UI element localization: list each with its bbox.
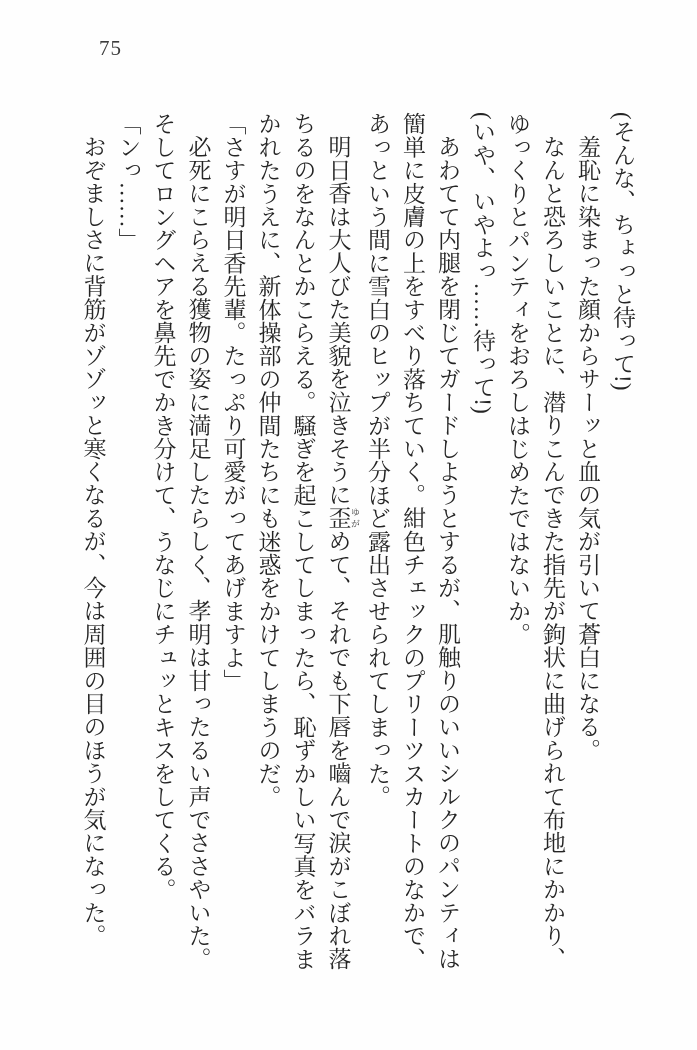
paragraph: (いや、いやよっ……待って!) — [470, 112, 495, 414]
paragraph: なんと恐ろしいことに、潜りこんできた指先が鉤状に曲げられて布地にかかり、ゆっくりとパンティをおろしはじめたではないか。 — [505, 112, 565, 971]
page-number: 75 — [99, 36, 122, 60]
paragraph: (そんな、ちょっと待って!) — [610, 112, 635, 391]
paragraph: 「さすが明日香先輩。たっぷり可愛がってあげますよ」 — [220, 112, 246, 692]
paragraph: 必死にこらえる獲物の姿に満足したらしく、孝明は甘ったるい声でささやいた。そしてロングヘアを鼻先でかき分けて、うなじにチュッとキスをしてくる。 — [150, 112, 211, 971]
paragraph: 明日香は大人びた美貌を泣きそうに歪 ゆがめて、それでも下唇を嚙んで涙がこぼれ落ちるのをなんとかこらえる。騒ぎを起こしてしまったら、恥ずかしい写真をバラまかれたうえに、新体操部の仲間たちにも迷惑をかけてしまうのだ。 — [255, 112, 360, 971]
paragraph: おぞましさに背筋がゾゾッと寒くなるが、今は周囲の目のほうが気になった。 — [80, 135, 106, 947]
paragraph: 羞恥に染まった顔からサーッと血の気が引いて蒼白になる。 — [575, 135, 600, 762]
paragraph: あわてて内腿を閉じてガードしようとするが、肌触りのいいシルクのパンティは簡単に皮膚の上をすべり落ちていく。紺色チェックのプリーツスカートのなかで、あっという間に雪白のヒップが半分ほど露出させられてしまった。 — [365, 112, 460, 971]
body-text — [54, 112, 640, 992]
paragraph: 「ンっ……」 — [115, 112, 141, 252]
ruby-annotated-kanji: 歪 ゆが — [325, 506, 360, 530]
